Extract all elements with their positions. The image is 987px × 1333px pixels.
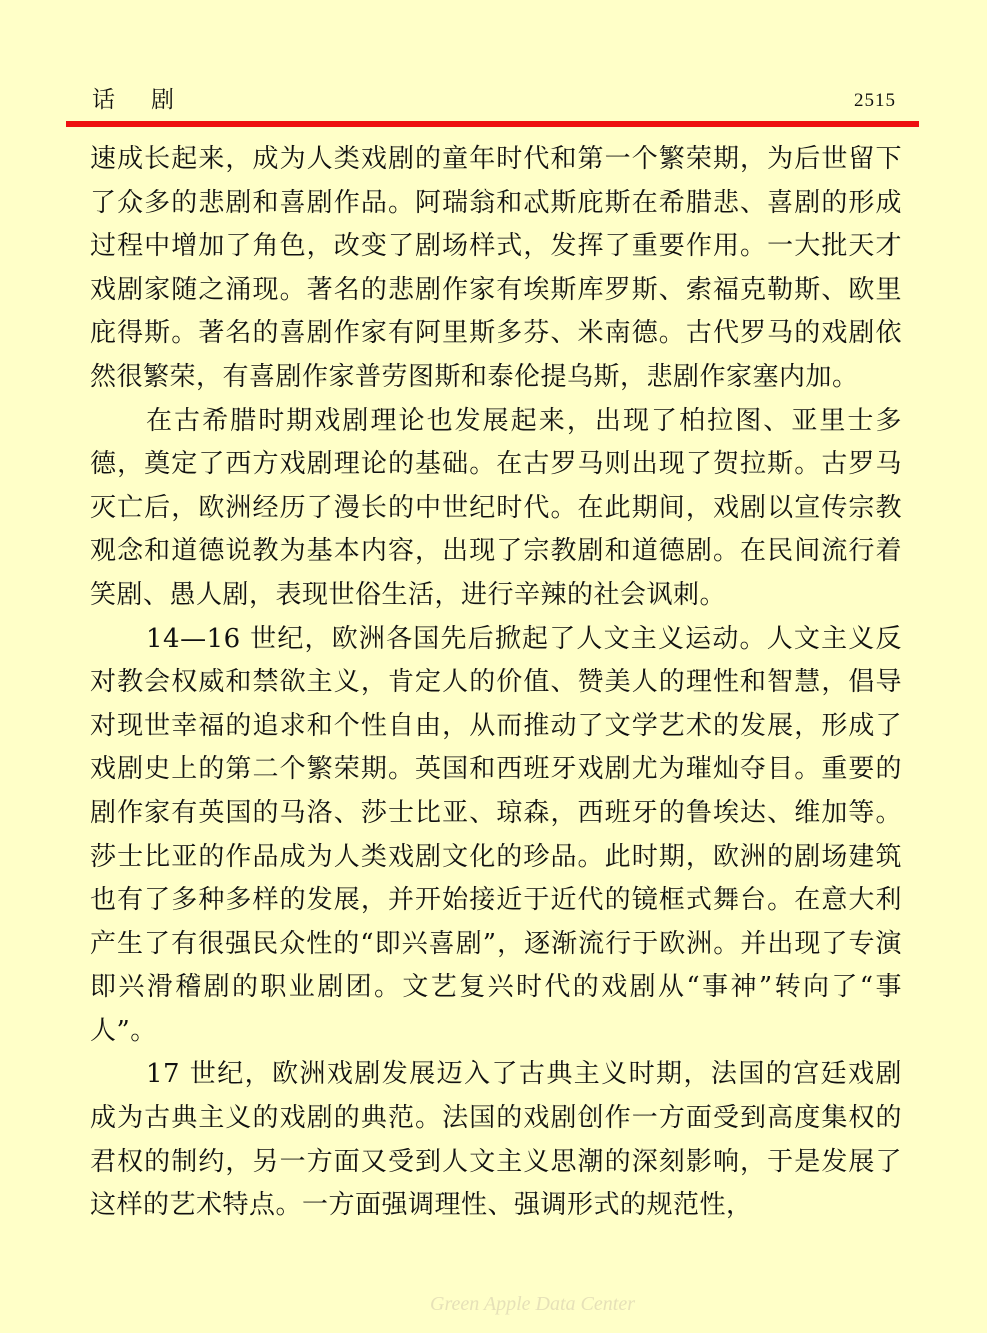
paragraph-2: 在古希腊时期戏剧理论也发展起来，出现了柏拉图、亚里士多德，奠定了西方戏剧理论的基础。在古罗马则出现了贺拉斯。古罗马灭亡后，欧洲经历了漫长的中世纪时代。在此期间，戏剧以宣传宗教观念和道德说教为基本内容，出现了宗教剧和道德剧。在民间流行着笑剧、愚人剧，表现世俗生活，进行辛辣的社会讽刺。 (90, 405, 902, 610)
page-number: 2515 (854, 90, 896, 111)
paragraph-4: 17 世纪，欧洲戏剧发展迈入了古典主义时期，法国的宫廷戏剧成为古典主义的戏剧的典范。法国的戏剧创作一方面受到高度集权的君权的制约，另一方面又受到人文主义思潮的深刻影响，于是发展了这样的艺术特点。一方面强调理性、强调形式的规范性， (90, 1059, 902, 1221)
running-head-title: 话剧 (92, 87, 210, 113)
watermark: Green Apple Data Center (430, 1293, 635, 1315)
paragraph-1: 速成长起来，成为人类戏剧的童年时代和第一个繁荣期，为后世留下了众多的悲剧和喜剧作品。阿瑞翁和忒斯庇斯在希腊悲、喜剧的形成过程中增加了角色，改变了剧场样式，发挥了重要作用。一大批天才戏剧家随之涌现。著名的悲剧作家有埃斯库罗斯、索福克勒斯、欧里庇得斯。著名的喜剧作家有阿里斯多芬、米南德。古代罗马的戏剧依然很繁荣，有喜剧作家普劳图斯和泰伦提乌斯，悲剧作家塞内加。 (90, 144, 902, 392)
body-text (90, 138, 902, 1228)
header-rule (66, 121, 919, 127)
running-header (92, 84, 896, 116)
paragraph-3: 14—16 世纪，欧洲各国先后掀起了人文主义运动。人文主义反对教会权威和禁欲主义，肯定人的价值、赞美人的理性和智慧，倡导对现世幸福的追求和个性自由，从而推动了文学艺术的发展，形成了戏剧史上的第二个繁荣期。英国和西班牙戏剧尤为璀灿夺目。重要的剧作家有英国的马洛、莎士比亚、琼森，西班牙的鲁埃达、维加等。莎士比亚的作品成为人类戏剧文化的珍品。此时期，欧洲的剧场建筑也有了多种多样的发展，并开始接近于近代的镜框式舞台。在意大利产生了有很强民众性的“即兴喜剧”，逐渐流行于欧洲。并出现了专演即兴滑稽剧的职业剧团。文艺复兴时代的戏剧从“事神”转向了“事人”。 (90, 623, 902, 1046)
